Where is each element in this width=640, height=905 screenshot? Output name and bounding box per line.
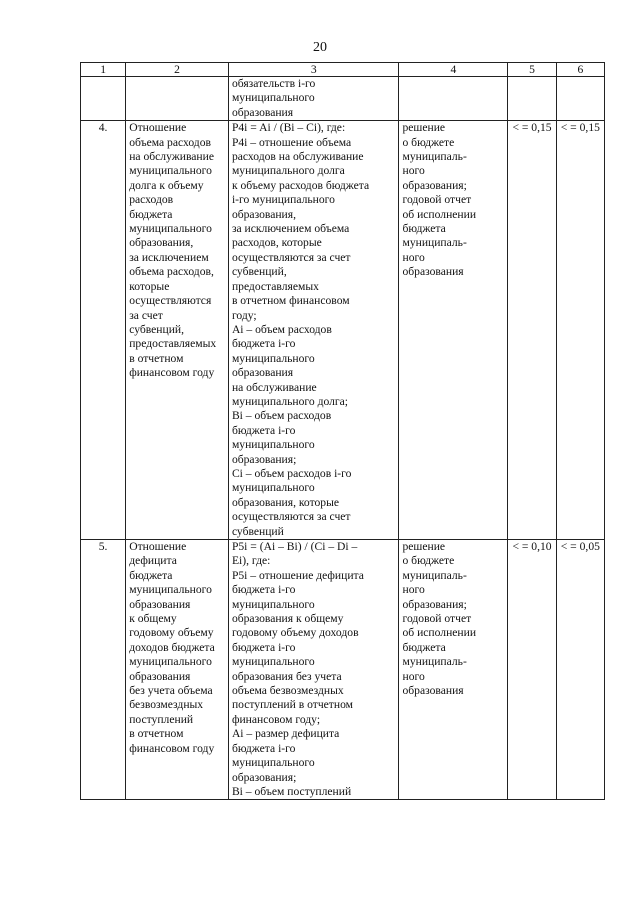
cell-text-line: об исполнении xyxy=(402,207,477,221)
cell-text-line: об исполнении xyxy=(402,626,477,640)
cell-text-line: поступлений xyxy=(129,712,194,726)
cell-text-line: P4i = Ai / (Bi – Ci), где: xyxy=(231,121,346,135)
column-number: 2 xyxy=(126,63,229,77)
data-source-cell xyxy=(399,121,508,540)
cell-text-line: ного xyxy=(402,583,425,597)
cell-text-line: P5i = (Ai – Bi) / (Ci – Di – xyxy=(231,540,358,553)
cell-text-line: образования; xyxy=(231,770,297,784)
cell-text-line: бюджета i-го xyxy=(231,337,296,351)
column-number: 6 xyxy=(556,63,604,77)
cell-text-line: Отношение xyxy=(129,540,187,553)
cell-text-line: муниципаль- xyxy=(402,568,467,582)
cell-text-line: доходов бюджета xyxy=(129,640,215,654)
cell-text-line: муниципаль- xyxy=(402,236,467,250)
row-number-cell: 4. xyxy=(81,121,126,540)
cell-text-line: субвенций xyxy=(231,524,284,538)
cell-text-line: образования без учета xyxy=(231,669,342,683)
cell-text-line: образования; xyxy=(402,597,467,611)
cell-text-line: субвенций, xyxy=(129,322,185,336)
indicator-table xyxy=(80,62,605,800)
cell-text-line: финансовом году xyxy=(129,366,215,380)
formula-cell xyxy=(228,77,399,121)
cell-text-line: образования xyxy=(129,669,191,683)
cell-text-line: финансовом году; xyxy=(231,712,321,726)
cell-text-line: ного xyxy=(402,250,425,264)
cell-text-line: муниципального xyxy=(231,481,315,495)
cell-text-line: осуществляются за счет xyxy=(231,250,351,264)
cell-text-line: Ai – размер дефицита xyxy=(231,727,340,741)
threshold-value-cell: < = 0,10 xyxy=(508,540,556,800)
cell-text-line: на обслуживание xyxy=(231,380,317,394)
cell-text-line: за исключением объема xyxy=(231,222,350,236)
column-number: 3 xyxy=(228,63,399,77)
cell-text-line: к объему расходов бюджета xyxy=(231,178,370,192)
cell-text-line: муниципального xyxy=(231,91,315,105)
cell-text-line: объема безвозмездных xyxy=(231,684,344,698)
cell-text-line: образования xyxy=(129,597,191,611)
cell-text-line: P5i – отношение дефицита xyxy=(231,568,364,582)
cell-text-line: без учета объема xyxy=(129,684,213,698)
cell-text-line: на обслуживание xyxy=(129,150,214,164)
threshold-value-cell xyxy=(508,77,556,121)
indicator-name-cell xyxy=(126,540,229,800)
cell-text-line: муниципального xyxy=(129,583,212,597)
cell-text-line: в отчетном финансовом xyxy=(231,294,350,308)
cell-text-line: муниципального долга xyxy=(231,164,345,178)
cell-text-line: образования, xyxy=(129,236,194,250)
cell-text-line: образования к общему xyxy=(231,612,344,626)
cell-text-line: годовой отчет xyxy=(402,193,472,207)
cell-text-line: муниципаль- xyxy=(402,655,467,669)
cell-text-line: Bi – объем расходов xyxy=(231,409,332,423)
cell-text-line: субвенций, xyxy=(231,265,287,279)
cell-text-line: за исключением xyxy=(129,250,209,264)
cell-text-line: бюджета i-го xyxy=(231,741,296,755)
cell-text-line: за счет xyxy=(129,308,163,322)
threshold-value-cell: < = 0,15 xyxy=(556,121,604,540)
cell-text-line: в отчетном xyxy=(129,727,184,741)
column-number: 1 xyxy=(81,63,126,77)
cell-text-line: расходов xyxy=(129,193,174,207)
cell-text-line: i-го муниципального xyxy=(231,193,335,207)
threshold-value-cell: < = 0,05 xyxy=(556,540,604,800)
cell-text-line: ного xyxy=(402,164,425,178)
cell-text-line: финансовом году xyxy=(129,741,215,755)
cell-text-line: муниципального xyxy=(231,655,315,669)
row-number-cell xyxy=(81,77,126,121)
cell-text-line: поступлений в отчетном xyxy=(231,698,353,712)
cell-text-line: годовой отчет xyxy=(402,612,472,626)
cell-text-line: муниципального долга; xyxy=(231,394,349,408)
cell-text-line: муниципаль- xyxy=(402,150,467,164)
cell-text-line: Bi – объем поступлений xyxy=(231,784,352,798)
cell-text-line: образования; xyxy=(402,178,467,192)
cell-text-line: предоставляемых xyxy=(231,279,319,293)
indicator-name-cell xyxy=(126,121,229,540)
formula-cell xyxy=(228,121,399,540)
cell-text-line: муниципального xyxy=(129,164,212,178)
cell-text-line: к общему xyxy=(129,612,177,626)
cell-text-line: решение xyxy=(402,121,446,135)
cell-text-line: дефицита xyxy=(129,554,177,568)
cell-text-line: о бюджете xyxy=(402,554,455,568)
cell-text-line: Ai – объем расходов xyxy=(231,322,332,336)
cell-text-line: обязательств i-го xyxy=(231,77,316,90)
cell-text-line: безвозмездных xyxy=(129,698,204,712)
column-number: 5 xyxy=(508,63,556,77)
cell-text-line: долга к объему xyxy=(129,178,204,192)
cell-text-line: осуществляются за счет xyxy=(231,510,351,524)
cell-text-line: образования xyxy=(402,265,464,279)
cell-text-line: расходов на обслуживание xyxy=(231,150,364,164)
cell-text-line: образования xyxy=(231,366,294,380)
cell-text-line: о бюджете xyxy=(402,135,455,149)
cell-text-line: муниципального xyxy=(231,597,315,611)
table-row xyxy=(81,540,605,800)
cell-text-line: муниципального xyxy=(129,222,212,236)
cell-text-line: Ci – объем расходов i-го xyxy=(231,466,352,480)
cell-text-line: бюджета i-го xyxy=(231,583,296,597)
threshold-value-cell: < = 0,15 xyxy=(508,121,556,540)
table-row xyxy=(81,121,605,540)
cell-text-line: объема расходов, xyxy=(129,265,214,279)
cell-text-line: образования, которые xyxy=(231,495,340,509)
cell-text-line: P4i – отношение объема xyxy=(231,135,352,149)
table-row xyxy=(81,77,605,121)
cell-text-line: бюджета xyxy=(402,640,446,654)
data-source-cell xyxy=(399,540,508,800)
cell-text-line: бюджета i-го xyxy=(231,423,296,437)
cell-text-line: муниципального xyxy=(231,351,315,365)
cell-text-line: в отчетном xyxy=(129,351,184,365)
data-source-cell xyxy=(399,77,508,121)
threshold-value-cell xyxy=(556,77,604,121)
cell-text-line: бюджета xyxy=(129,568,173,582)
cell-text-line: бюджета xyxy=(129,207,173,221)
cell-text-line: году; xyxy=(231,308,257,322)
cell-text-line: расходов, которые xyxy=(231,236,322,250)
cell-text-line: которые xyxy=(129,279,170,293)
column-number: 4 xyxy=(399,63,508,77)
formula-cell xyxy=(228,540,399,800)
cell-text-line: бюджета xyxy=(402,222,446,236)
cell-text-line: образования; xyxy=(231,452,297,466)
cell-text-line: муниципального xyxy=(231,756,315,770)
cell-text-line: годовому объему xyxy=(129,626,214,640)
cell-text-line: образования, xyxy=(231,207,296,221)
indicator-name-cell xyxy=(126,77,229,121)
page-number: 20 xyxy=(313,40,327,55)
cell-text-line: предоставляемых xyxy=(129,337,217,351)
cell-text-line: объема расходов xyxy=(129,135,211,149)
row-number-cell: 5. xyxy=(81,540,126,800)
cell-text-line: образования xyxy=(231,105,294,119)
cell-text-line: образования xyxy=(402,684,464,698)
cell-text-line: Отношение xyxy=(129,121,187,135)
cell-text-line: годовому объему доходов xyxy=(231,626,359,640)
column-number-row xyxy=(81,63,605,77)
cell-text-line: муниципального xyxy=(231,438,315,452)
cell-text-line: ного xyxy=(402,669,425,683)
cell-text-line: бюджета i-го xyxy=(231,640,296,654)
cell-text-line: решение xyxy=(402,540,446,553)
cell-text-line: Ei), где: xyxy=(231,554,271,568)
cell-text-line: осуществляются xyxy=(129,294,212,308)
cell-text-line: муниципального xyxy=(129,655,212,669)
